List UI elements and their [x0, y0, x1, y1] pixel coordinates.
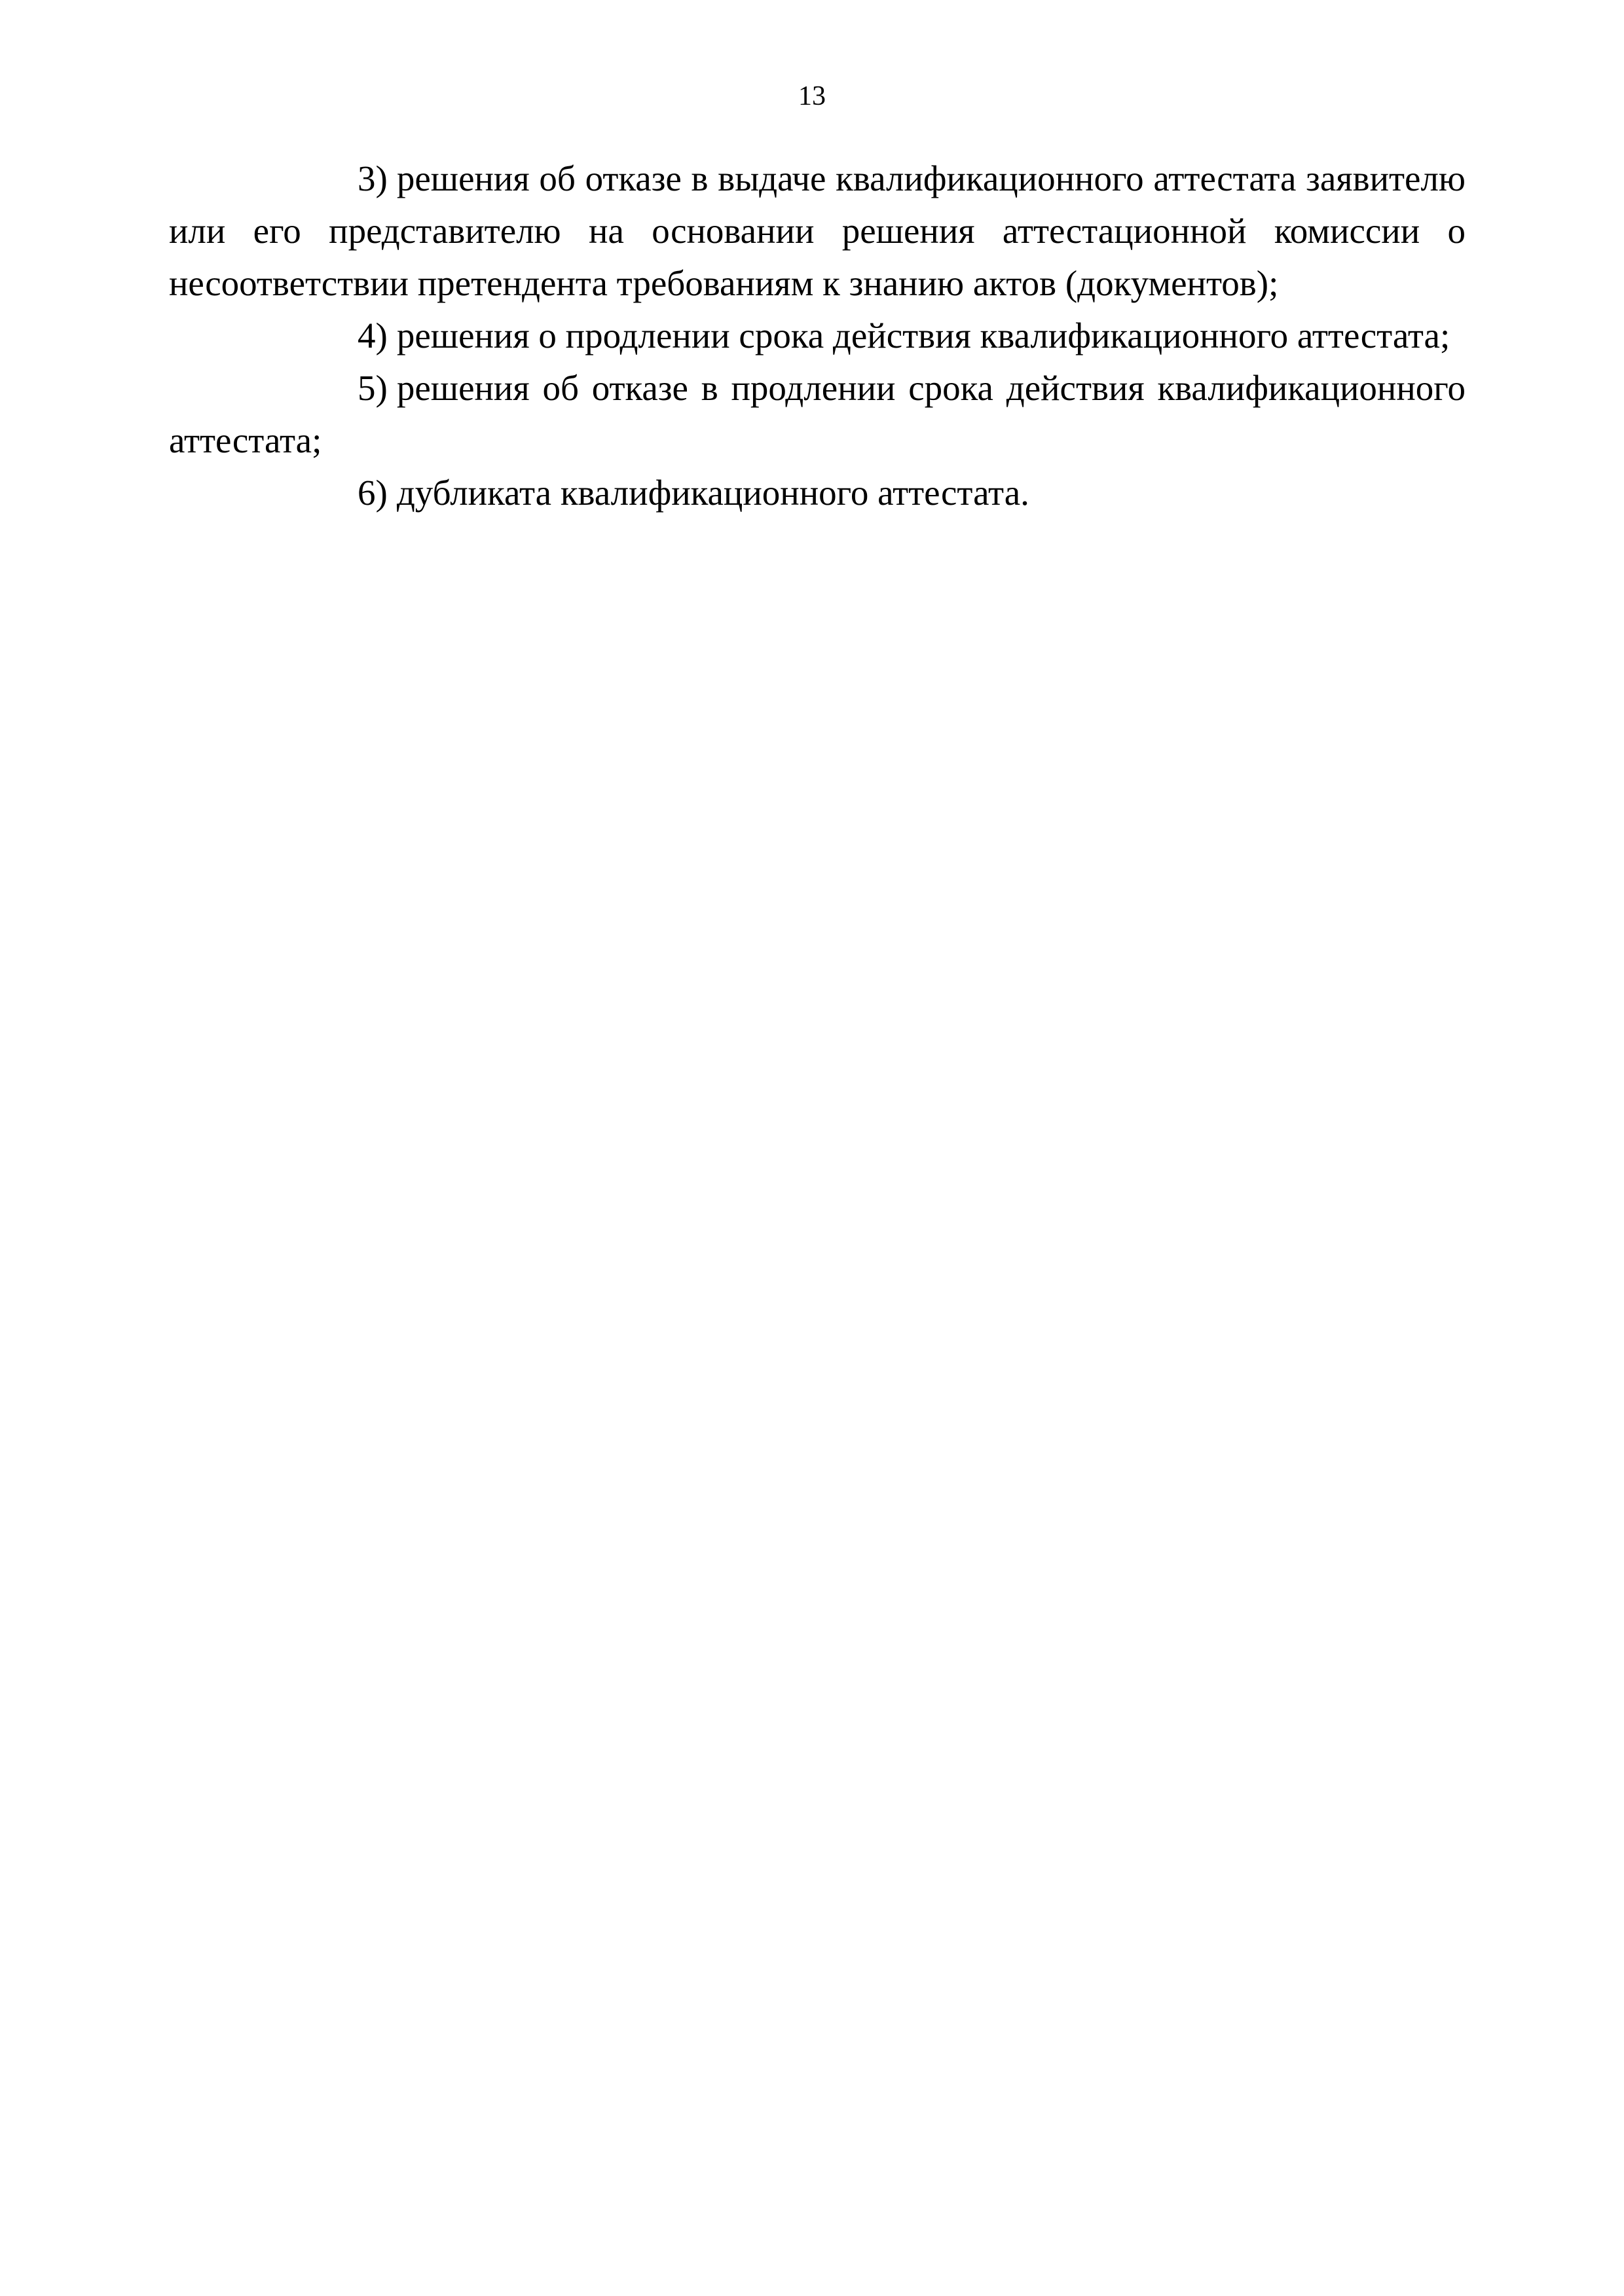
list-item-text: решения о продлении срока действия квалификационного аттестата;	[396, 316, 1450, 355]
list-item	[169, 362, 1466, 467]
document-body	[169, 153, 1466, 519]
list-item-number: 3)	[358, 158, 388, 198]
list-item-number: 6)	[358, 473, 388, 513]
list-item-number: 4)	[358, 316, 388, 355]
list-item-number: 5)	[358, 368, 388, 408]
list-item-text: решения об отказе в выдаче квалификационного аттестата заявителю или его представителю на основании решения аттестационной комиссии о несоответствии претендента требованиям к знанию актов (документов);	[169, 158, 1466, 303]
list-item	[169, 153, 1466, 310]
list-item	[169, 310, 1466, 362]
list-item-text: дубликата квалификационного аттестата.	[396, 473, 1029, 513]
list-item-text: решения об отказе в продлении срока действия квалификационного аттестата;	[169, 368, 1466, 460]
page-number: 13	[798, 81, 826, 111]
list-item	[169, 467, 1466, 519]
